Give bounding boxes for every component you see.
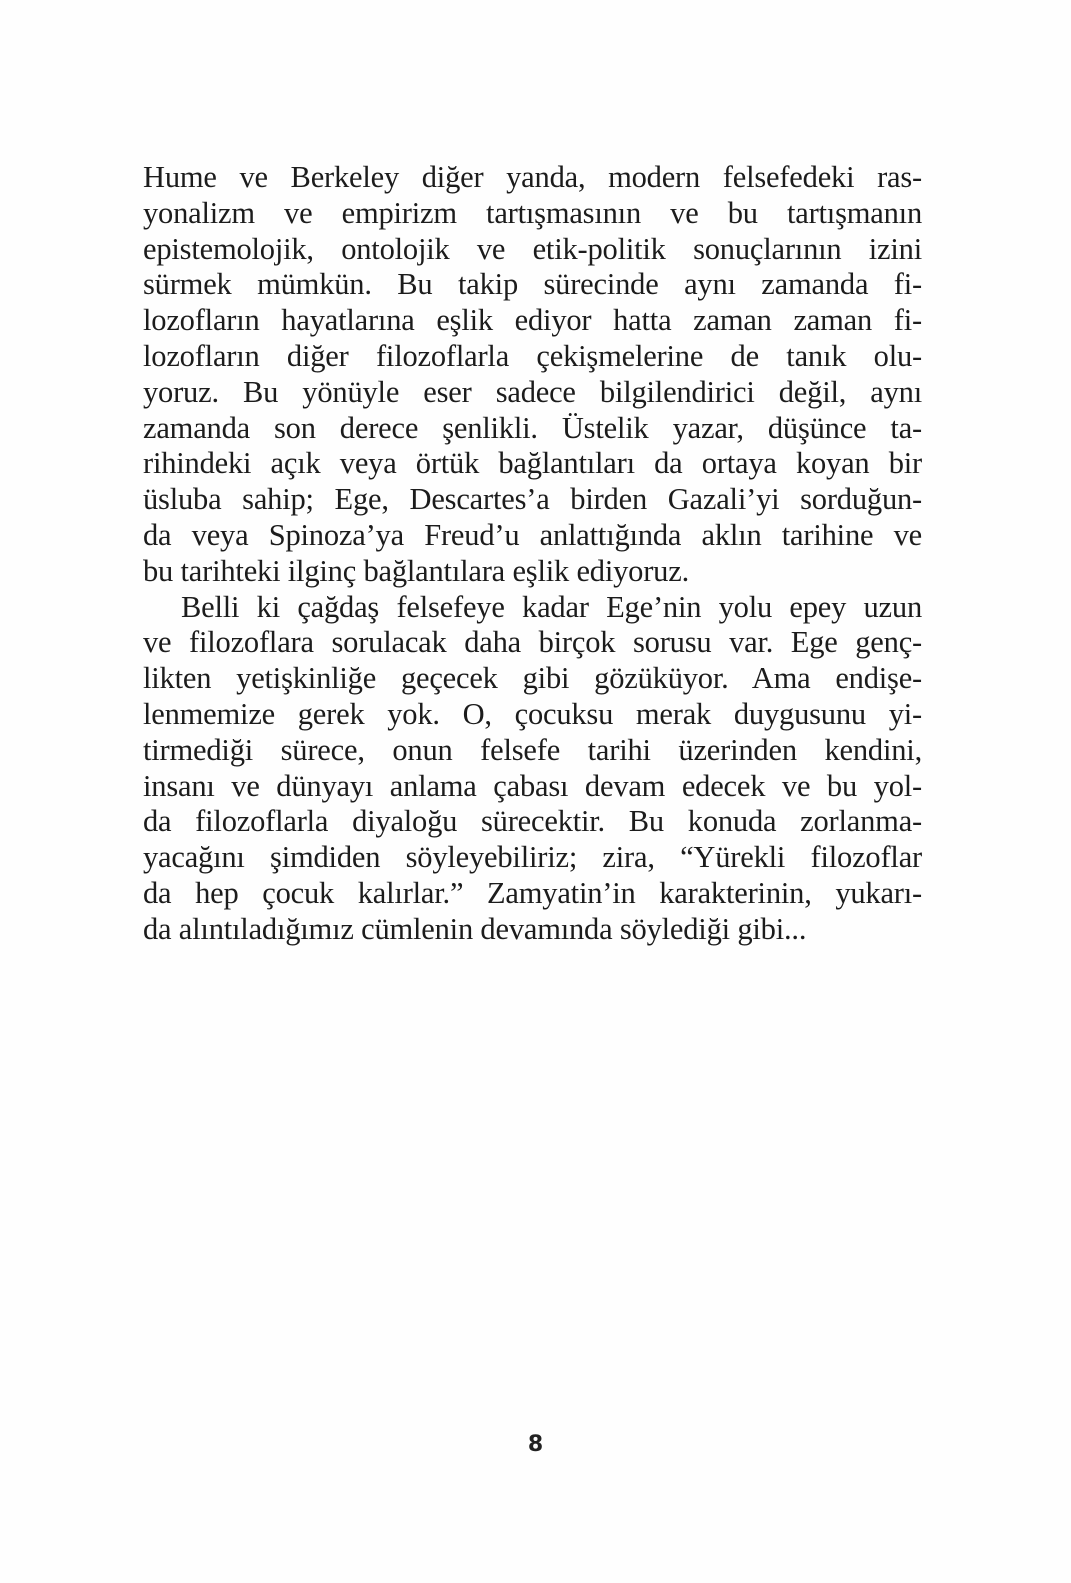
text-line: likten yetişkinliğe geçecek gibi gözüküyor. Ama endişe- xyxy=(143,661,922,696)
text-line: epistemolojik, ontolojik ve etik-politik sonuçlarının izini xyxy=(143,231,922,266)
page-number: 8 xyxy=(527,1432,544,1457)
paragraph-2 xyxy=(143,590,922,948)
text-line: lozofların hayatlarına eşlik ediyor hatta zaman zaman fi- xyxy=(143,303,922,338)
text-line: ve filozoflara sorulacak daha birçok sorusu var. Ege genç- xyxy=(143,625,922,660)
paragraph-1 xyxy=(143,160,922,590)
text-line: zamanda son derece şenlikli. Üstelik yazar, düşünce ta- xyxy=(143,410,922,445)
text-line: Hume ve Berkeley diğer yanda, modern felsefedeki ras- xyxy=(143,160,922,194)
text-line: lozofların diğer filozoflarla çekişmelerine de tanık olu- xyxy=(143,338,922,373)
text-line: da veya Spinoza’ya Freud’u anlattığında aklın tarihine ve xyxy=(143,517,922,552)
text-line: yoruz. Bu yönüyle eser sadece bilgilendirici değil, aynı xyxy=(143,374,922,409)
text-line: insanı ve dünyayı anlama çabası devam edecek ve bu yol- xyxy=(143,768,922,803)
text-line: sürmek mümkün. Bu takip sürecinde aynı zamanda fi- xyxy=(143,267,922,302)
text-line: yonalizm ve empirizm tartışmasının ve bu tartışmanın xyxy=(143,195,922,230)
text-line: tirmediği sürece, onun felsefe tarihi üzerinden kendini, xyxy=(143,732,922,767)
text-line: üsluba sahip; Ege, Descartes’a birden Gazali’yi sorduğun- xyxy=(143,482,922,517)
text-line: da alıntıladığımız cümlenin devamında söylediği gibi... xyxy=(143,911,807,946)
text-line: da hep çocuk kalırlar.” Zamyatin’in karakterinin, yukarı- xyxy=(143,875,922,910)
text-line: da filozoflarla diyaloğu sürecektir. Bu konuda zorlanma- xyxy=(143,804,922,839)
text-line: lenmemize gerek yok. O, çocuksu merak duygusunu yi- xyxy=(143,696,922,731)
text-line: yacağını şimdiden söyleyebiliriz; zira, “Yürekli filozoflar xyxy=(143,840,922,875)
body-text xyxy=(143,160,922,948)
text-line: Belli ki çağdaş felsefeye kadar Ege’nin yolu epey uzun xyxy=(181,589,922,624)
text-line: bu tarihteki ilginç bağlantılara eşlik ediyoruz. xyxy=(143,553,689,588)
text-line: rihindeki açık veya örtük bağlantıları da ortaya koyan bir xyxy=(143,446,922,481)
